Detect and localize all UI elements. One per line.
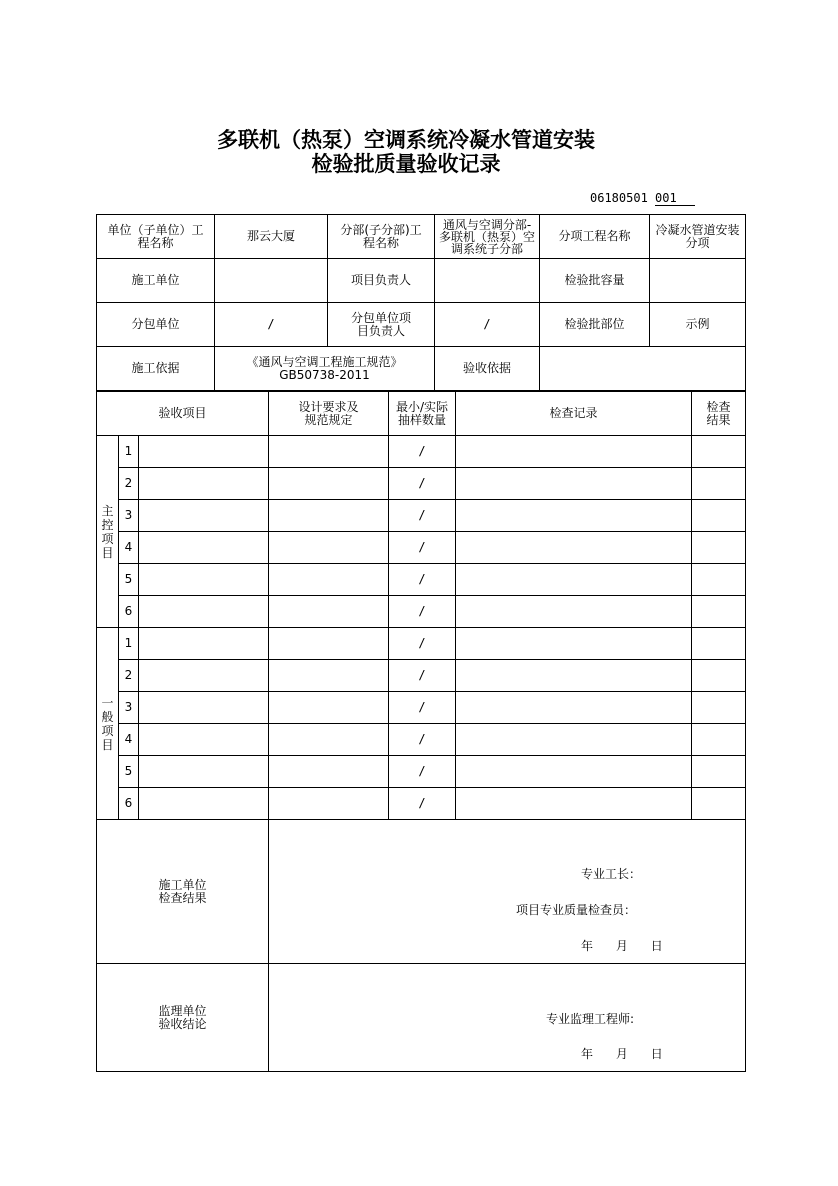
col-header-result: 检查结果 xyxy=(692,392,746,436)
table-row xyxy=(97,788,746,820)
subitem-label: 分项工程名称 xyxy=(540,215,650,259)
acceptance-basis-label: 验收依据 xyxy=(435,347,540,391)
row-record xyxy=(456,436,692,468)
col-header-design: 设计要求及规范规定 xyxy=(269,392,389,436)
contractor-label: 施工单位 xyxy=(97,259,215,303)
contractor-check-label: 施工单位检查结果 xyxy=(97,820,269,964)
col-header-record: 检查记录 xyxy=(456,392,692,436)
row-record xyxy=(456,628,692,660)
col-header-item: 验收项目 xyxy=(97,392,269,436)
row-result xyxy=(692,756,746,788)
pm-value xyxy=(435,259,540,303)
row-design xyxy=(269,628,389,660)
row-item xyxy=(139,532,269,564)
row-sampling: / xyxy=(389,436,456,468)
row-sampling: / xyxy=(389,564,456,596)
division-label: 分部(子分部)工程名称 xyxy=(328,215,435,259)
row-sampling: / xyxy=(389,532,456,564)
location-value: 示例 xyxy=(650,303,746,347)
row-design xyxy=(269,468,389,500)
row-item xyxy=(139,788,269,820)
row-sampling: / xyxy=(389,660,456,692)
row-number: 1 xyxy=(119,628,139,660)
row-item xyxy=(139,724,269,756)
subcontractor-label: 分包单位 xyxy=(97,303,215,347)
row-item xyxy=(139,500,269,532)
row-record xyxy=(456,468,692,500)
row-number: 2 xyxy=(119,468,139,500)
contractor-value xyxy=(215,259,328,303)
row-number: 5 xyxy=(119,756,139,788)
form-code-number: 001 xyxy=(655,191,695,206)
row-sampling: / xyxy=(389,468,456,500)
contractor-check-area xyxy=(269,820,746,964)
sub-pm-value: / xyxy=(435,303,540,347)
row-record xyxy=(456,596,692,628)
supervisor-date: 年 月 日 xyxy=(581,1047,663,1061)
table-row xyxy=(97,596,746,628)
table-row xyxy=(97,500,746,532)
row-design xyxy=(269,788,389,820)
row-sampling: / xyxy=(389,500,456,532)
form-title-line2: 检验批质量验收记录 xyxy=(311,151,501,176)
row-number: 1 xyxy=(119,436,139,468)
row-item xyxy=(139,692,269,724)
table-row xyxy=(97,564,746,596)
row-result xyxy=(692,468,746,500)
form-code xyxy=(590,191,695,206)
table-row xyxy=(97,436,746,468)
row-number: 4 xyxy=(119,724,139,756)
supervisor-check-area xyxy=(269,964,746,1072)
row-record xyxy=(456,692,692,724)
main-control-items-label: 主控项目 xyxy=(97,436,119,628)
table-row xyxy=(97,628,746,660)
row-record xyxy=(456,724,692,756)
table-row xyxy=(97,468,746,500)
row-record xyxy=(456,564,692,596)
row-result xyxy=(692,436,746,468)
table-row xyxy=(97,532,746,564)
row-item xyxy=(139,660,269,692)
location-label: 检验批部位 xyxy=(540,303,650,347)
row-design xyxy=(269,692,389,724)
info-table xyxy=(96,214,746,391)
row-design xyxy=(269,532,389,564)
subitem-value: 冷凝水管道安装分项 xyxy=(650,215,746,259)
row-result xyxy=(692,788,746,820)
row-number: 6 xyxy=(119,596,139,628)
col-header-sampling: 最小/实际抽样数量 xyxy=(389,392,456,436)
row-number: 4 xyxy=(119,532,139,564)
row-number: 3 xyxy=(119,692,139,724)
row-item xyxy=(139,564,269,596)
row-design xyxy=(269,660,389,692)
row-record xyxy=(456,756,692,788)
form-code-prefix: 06180501 xyxy=(590,191,648,205)
unit-label: 单位（子单位）工程名称 xyxy=(97,215,215,259)
unit-value: 那云大厦 xyxy=(215,215,328,259)
table-row xyxy=(97,756,746,788)
row-design xyxy=(269,596,389,628)
row-design xyxy=(269,436,389,468)
row-sampling: / xyxy=(389,596,456,628)
row-design xyxy=(269,500,389,532)
row-record xyxy=(456,500,692,532)
capacity-value xyxy=(650,259,746,303)
row-item xyxy=(139,436,269,468)
contractor-date: 年 月 日 xyxy=(581,939,663,953)
row-sampling: / xyxy=(389,692,456,724)
subcontractor-value: / xyxy=(215,303,328,347)
row-result xyxy=(692,500,746,532)
basis-value: 《通风与空调工程施工规范》GB50738-2011 xyxy=(215,347,435,391)
inspector-signature-label: 项目专业质量检查员： xyxy=(516,903,637,917)
form-title-line1: 多联机（热泵）空调系统冷凝水管道安装 xyxy=(217,127,595,152)
row-sampling: / xyxy=(389,756,456,788)
table-row xyxy=(97,724,746,756)
row-result xyxy=(692,532,746,564)
row-sampling: / xyxy=(389,628,456,660)
row-design xyxy=(269,564,389,596)
row-record xyxy=(456,532,692,564)
supervisor-check-label: 监理单位验收结论 xyxy=(97,964,269,1072)
basis-label: 施工依据 xyxy=(97,347,215,391)
foreman-signature-label: 专业工长： xyxy=(581,867,642,881)
table-row xyxy=(97,692,746,724)
row-sampling: / xyxy=(389,788,456,820)
row-result xyxy=(692,596,746,628)
row-result xyxy=(692,692,746,724)
row-item xyxy=(139,756,269,788)
row-result xyxy=(692,660,746,692)
row-item xyxy=(139,628,269,660)
row-number: 2 xyxy=(119,660,139,692)
capacity-label: 检验批容量 xyxy=(540,259,650,303)
row-record xyxy=(456,660,692,692)
inspection-table xyxy=(96,391,746,1072)
division-value: 通风与空调分部-多联机（热泵）空调系统子分部 xyxy=(435,215,540,259)
row-design xyxy=(269,756,389,788)
row-number: 3 xyxy=(119,500,139,532)
row-item xyxy=(139,468,269,500)
row-result xyxy=(692,564,746,596)
row-number: 5 xyxy=(119,564,139,596)
row-result xyxy=(692,724,746,756)
row-record xyxy=(456,788,692,820)
sub-pm-label: 分包单位项目负责人 xyxy=(328,303,435,347)
pm-label: 项目负责人 xyxy=(328,259,435,303)
row-design xyxy=(269,724,389,756)
row-sampling: / xyxy=(389,724,456,756)
supervisor-signature-label: 专业监理工程师: xyxy=(546,1012,635,1026)
row-number: 6 xyxy=(119,788,139,820)
table-row xyxy=(97,660,746,692)
general-items-label: 一般项目 xyxy=(97,628,119,820)
acceptance-basis-value xyxy=(540,347,746,391)
row-item xyxy=(139,596,269,628)
row-result xyxy=(692,628,746,660)
